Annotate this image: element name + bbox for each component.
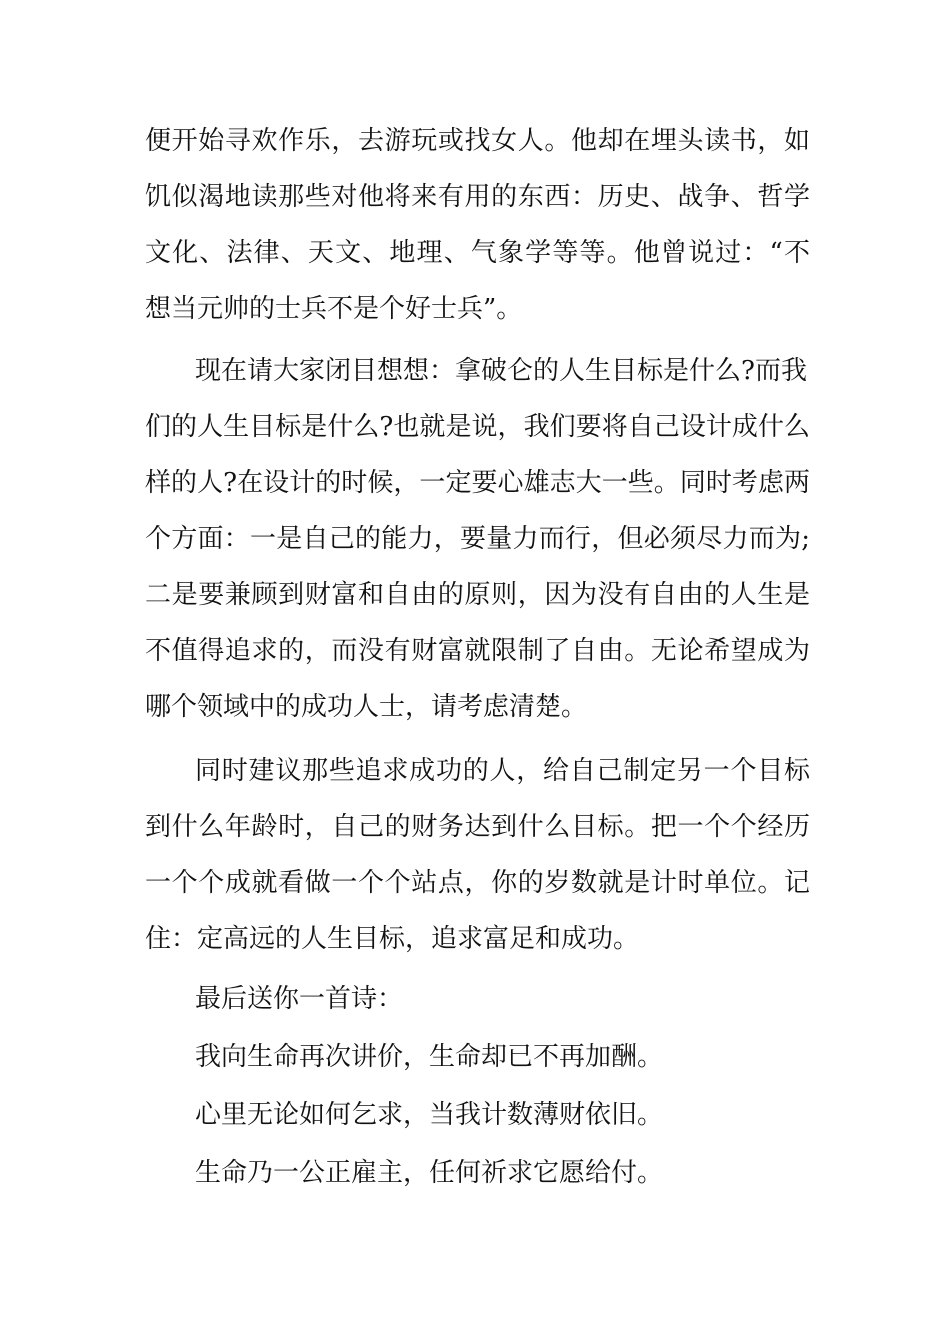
paragraph-line: 个方面：一是自己的能力，要量力而行，但必须尽力而为; bbox=[145, 524, 810, 554]
poem-line: 心里无论如何乞求，当我计数薄财依旧。 bbox=[195, 1100, 664, 1130]
paragraph-line: 到什么年龄时，自己的财务达到什么目标。把一个个经历 bbox=[145, 812, 810, 842]
paragraph-line: 想当元帅的士兵不是个好士兵”。 bbox=[145, 294, 523, 324]
poem-line: 生命乃一公正雇主，任何祈求它愿给付。 bbox=[195, 1158, 664, 1188]
paragraph-line: 文化、法律、天文、地理、气象学等等。他曾说过：“不 bbox=[145, 238, 810, 268]
paragraph-line: 不值得追求的，而没有财富就限制了自由。无论希望成为 bbox=[145, 636, 810, 666]
paragraph-line: 们的人生目标是什么?也就是说，我们要将自己设计成什么 bbox=[145, 412, 810, 442]
paragraph-line: 同时建议那些追求成功的人，给自己制定另一个目标 bbox=[195, 756, 810, 786]
paragraph-line: 哪个领域中的成功人士，请考虑清楚。 bbox=[145, 692, 588, 722]
paragraph-line: 二是要兼顾到财富和自由的原则，因为没有自由的人生是 bbox=[145, 580, 810, 610]
paragraph-line: 现在请大家闭目想想：拿破仑的人生目标是什么?而我 bbox=[195, 356, 807, 386]
paragraph-line: 饥似渴地读那些对他将来有用的东西：历史、战争、哲学 bbox=[145, 182, 810, 212]
paragraph-line: 一个个成就看做一个个站点，你的岁数就是计时单位。记 bbox=[145, 868, 810, 898]
paragraph-line: 住：定高远的人生目标，追求富足和成功。 bbox=[145, 924, 640, 954]
paragraph-line: 样的人?在设计的时候，一定要心雄志大一些。同时考虑两 bbox=[145, 468, 810, 498]
poem-line: 我向生命再次讲价，生命却已不再加酬。 bbox=[195, 1042, 664, 1072]
paragraph-line: 最后送你一首诗： bbox=[195, 984, 404, 1014]
paragraph-line: 便开始寻欢作乐，去游玩或找女人。他却在埋头读书，如 bbox=[145, 126, 810, 156]
